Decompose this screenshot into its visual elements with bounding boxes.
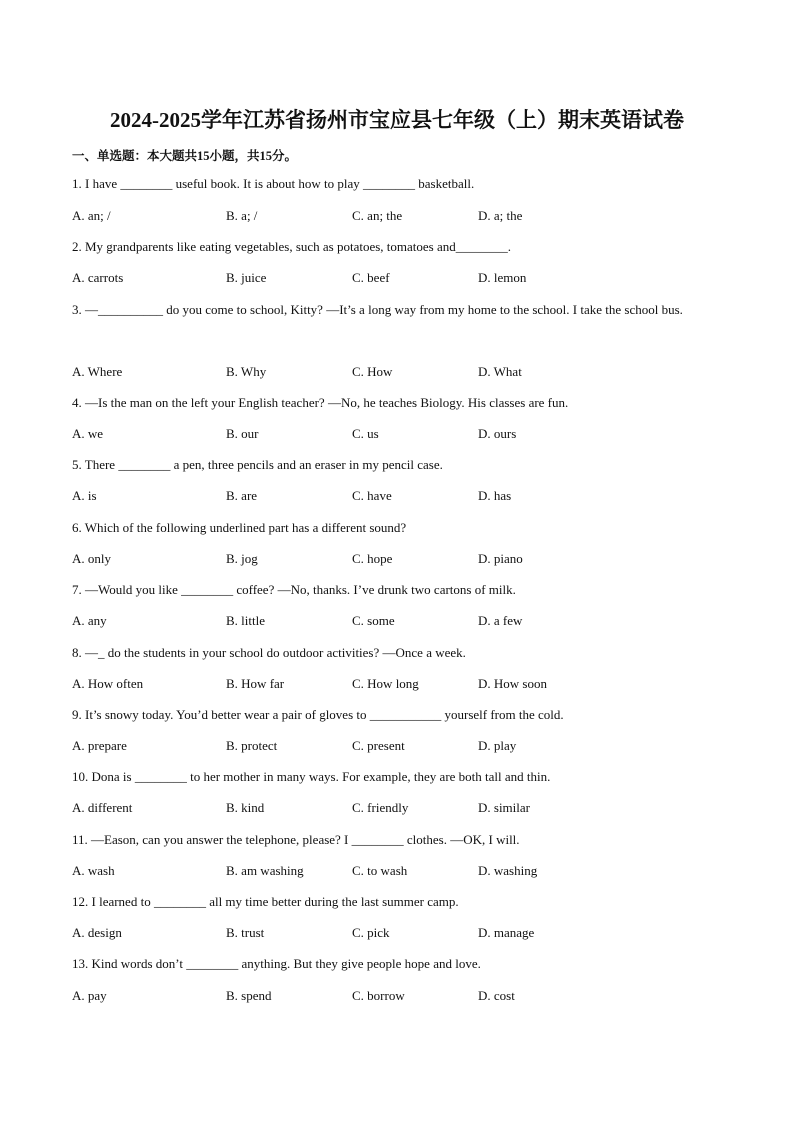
q4-option-a: A. we: [72, 426, 104, 441]
q5-option-c: C. have: [352, 488, 392, 503]
q4-option-c: C. us: [352, 426, 379, 441]
question-2-stem: 2. My grandparents like eating vegetables, such as potatoes, tomatoes and________.: [72, 239, 512, 254]
q7-option-d: D. a few: [478, 613, 523, 628]
q12-option-d: D. manage: [478, 925, 535, 940]
q13-option-d: D. cost: [478, 988, 515, 1003]
q8-option-d: D. How soon: [478, 676, 547, 691]
q2-option-d: D. lemon: [478, 270, 527, 285]
q4-option-b: B. our: [226, 426, 259, 441]
q10-option-d: D. similar: [478, 800, 530, 815]
question-6-stem: 6. Which of the following underlined part has a different sound?: [72, 520, 407, 535]
question-8-stem: 8. —_ do the students in your school do outdoor activities? —Once a week.: [72, 645, 466, 660]
question-13-stem: 13. Kind words don’t ________ anything. But they give people hope and love.: [72, 956, 481, 971]
q3-option-a: A. Where: [72, 364, 123, 379]
q11-option-a: A. wash: [72, 863, 115, 878]
q6-option-d: D. piano: [478, 551, 523, 566]
q1-option-c: C. an; the: [352, 208, 403, 223]
q2-option-b: B. juice: [226, 270, 267, 285]
q13-option-b: B. spend: [226, 988, 272, 1003]
q5-option-d: D. has: [478, 488, 512, 503]
q13-option-a: A. pay: [72, 988, 107, 1003]
question-10-stem: 10. Dona is ________ to her mother in many ways. For example, they are both tall and thin.: [72, 769, 551, 784]
q2-option-c: C. beef: [352, 270, 390, 285]
section-heading: 一、单选题：本大题共15小题，共15分。: [72, 149, 298, 163]
q3-option-d: D. What: [478, 364, 522, 379]
question-7-stem: 7. —Would you like ________ coffee? —No, thanks. I’ve drunk two cartons of milk.: [72, 582, 516, 597]
q6-option-a: A. only: [72, 551, 111, 566]
question-3-stem: 3. —__________ do you come to school, Kitty? —It’s a long way from my home to the school. I take the school bus.: [72, 302, 683, 317]
exam-title: 2024-2025学年江苏省扬州市宝应县七年级（上）期末英语试卷: [110, 108, 684, 132]
q9-option-a: A. prepare: [72, 738, 127, 753]
question-12-stem: 12. I learned to ________ all my time better during the last summer camp.: [72, 894, 459, 909]
q9-option-d: D. play: [478, 738, 517, 753]
question-5-stem: 5. There ________ a pen, three pencils and an eraser in my pencil case.: [72, 457, 443, 472]
question-11-stem: 11. —Eason, can you answer the telephone, please? I ________ clothes. —OK, I will.: [72, 832, 520, 847]
q11-option-d: D. washing: [478, 863, 538, 878]
q1-option-b: B. a; /: [226, 208, 258, 223]
q7-option-b: B. little: [226, 613, 265, 628]
q9-option-c: C. present: [352, 738, 405, 753]
q10-option-a: A. different: [72, 800, 133, 815]
q6-option-c: C. hope: [352, 551, 393, 566]
q7-option-c: C. some: [352, 613, 395, 628]
q8-option-c: C. How long: [352, 676, 419, 691]
q10-option-b: B. kind: [226, 800, 265, 815]
q9-option-b: B. protect: [226, 738, 278, 753]
q3-option-b: B. Why: [226, 364, 267, 379]
question-4-stem: 4. —Is the man on the left your English teacher? —No, he teaches Biology. His classes are fun.: [72, 395, 569, 410]
q4-option-d: D. ours: [478, 426, 517, 441]
q5-option-b: B. are: [226, 488, 258, 503]
q13-option-c: C. borrow: [352, 988, 405, 1003]
q8-option-a: A. How often: [72, 676, 144, 691]
q3-option-c: C. How: [352, 364, 393, 379]
q10-option-c: C. friendly: [352, 800, 409, 815]
q12-option-b: B. trust: [226, 925, 265, 940]
q1-option-a: A. an; /: [72, 208, 111, 223]
q2-option-a: A. carrots: [72, 270, 124, 285]
question-9-stem: 9. It’s snowy today. You’d better wear a pair of gloves to ___________ yourself from the cold.: [72, 707, 564, 722]
q6-option-b: B. jog: [226, 551, 258, 566]
q1-option-d: D. a; the: [478, 208, 523, 223]
q5-option-a: A. is: [72, 488, 97, 503]
q7-option-a: A. any: [72, 613, 107, 628]
q8-option-b: B. How far: [226, 676, 285, 691]
question-1-stem: 1. I have ________ useful book. It is about how to play ________ basketball.: [72, 176, 475, 191]
q11-option-b: B. am washing: [226, 863, 304, 878]
q12-option-a: A. design: [72, 925, 122, 940]
q12-option-c: C. pick: [352, 925, 390, 940]
q11-option-c: C. to wash: [352, 863, 408, 878]
